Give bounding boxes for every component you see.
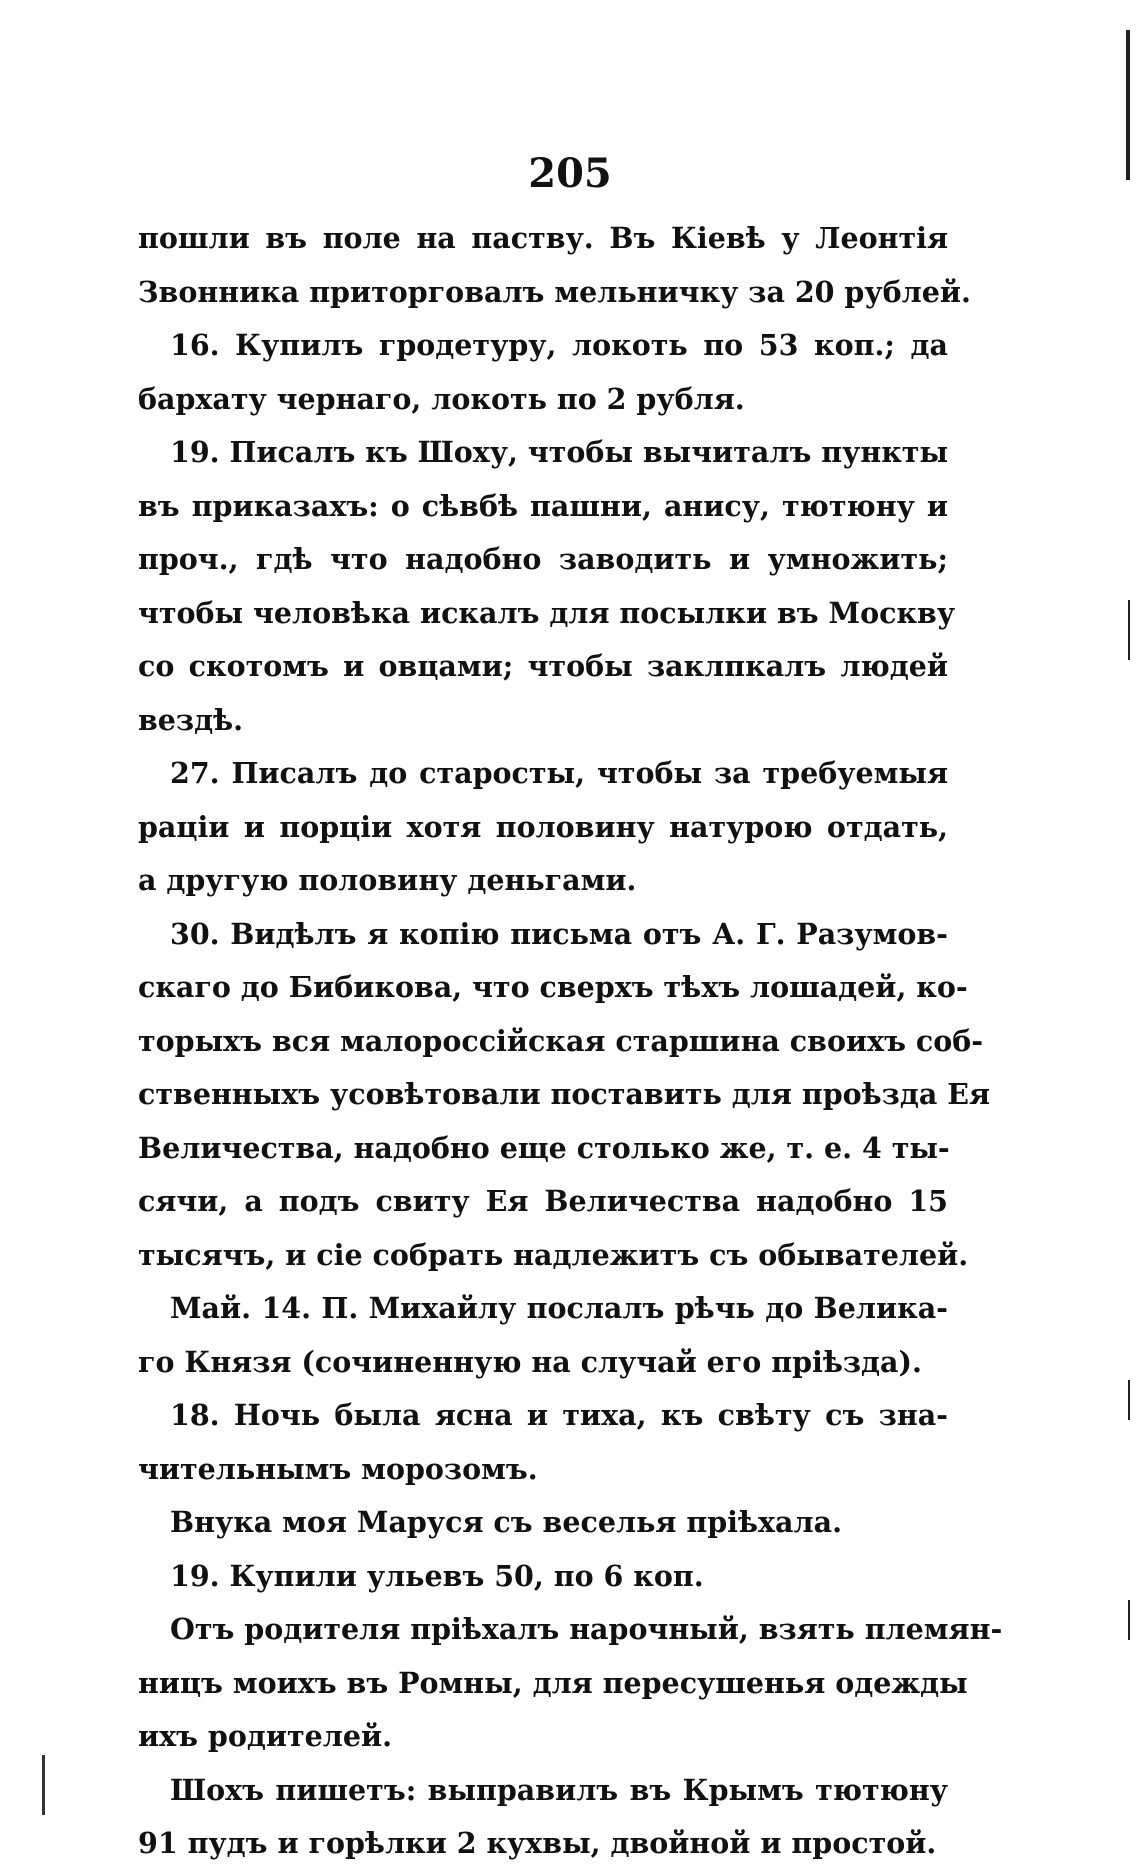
text-line: Величества, надобно еще столько же, т. е. 4 ты- bbox=[138, 1130, 950, 1165]
page-edge-shadow bbox=[1128, 600, 1130, 660]
text-line: Май. 14. П. Михайлу послалъ рѣчь до Велика- bbox=[170, 1291, 948, 1325]
text-line: торыхъ вся малороссійская старшина своихъ соб- bbox=[138, 1023, 984, 1058]
text-line: Звонника приторговалъ мельничку за 20 рублей. bbox=[138, 274, 971, 309]
text-line: сячи, а подъ свиту Ея Величества надобно 15 bbox=[138, 1184, 948, 1218]
text-line: со скотомъ и овцами; чтобы заклпкалъ людей bbox=[138, 649, 948, 683]
text-line: тысячъ, и сіе собрать надлежитъ съ обывателей. bbox=[138, 1237, 969, 1272]
text-line: бархату чернаго, локоть по 2 рубля. bbox=[138, 381, 745, 416]
text-line: 18. Ночь была ясна и тиха, къ свѣту съ зна- bbox=[170, 1398, 948, 1432]
text-line: Внука моя Маруся съ веселья пріѣхала. bbox=[170, 1505, 842, 1539]
text-line: проч., гдѣ что надобно заводить и умножить; bbox=[138, 542, 948, 576]
text-line: ственныхъ усовѣтовали поставить для проѣзда Ея bbox=[138, 1077, 991, 1111]
text-line: 19. Купили ульевъ 50, по 6 коп. bbox=[170, 1558, 704, 1593]
text-line: вездѣ. bbox=[138, 702, 244, 737]
page-edge-shadow bbox=[1128, 1380, 1130, 1420]
text-line: пошли въ поле на паству. Въ Кіевѣ у Леонтія bbox=[138, 221, 948, 255]
text-line: 19. Писалъ къ Шоху, чтобы вычиталъ пункты bbox=[170, 435, 949, 469]
text-line: въ приказахъ: о сѣвбѣ пашни, анису, тютюну и bbox=[138, 488, 948, 523]
text-line: скаго до Бибикова, что сверхъ тѣхъ лошадей, ко- bbox=[138, 970, 968, 1004]
text-line: 30. Видѣлъ я копію письма отъ А. Г. Разумов- bbox=[170, 916, 948, 951]
text-line: чтобы человѣка искалъ для посылки въ Москву bbox=[138, 595, 956, 630]
body-text bbox=[138, 212, 1003, 1871]
text-line: го Князя (сочиненную на случай его пріѣзда). bbox=[138, 1344, 922, 1379]
text-line: ихъ родителей. bbox=[138, 1719, 393, 1753]
text-line: 91 пудъ и горѣлки 2 кухвы, двойной и простой. bbox=[138, 1826, 937, 1860]
text-line: раціи и порціи хотя половину натурою отдать, bbox=[138, 809, 948, 844]
text-line: 27. Писалъ до старосты, чтобы за требуемыя bbox=[170, 756, 948, 790]
text-line: чительнымъ морозомъ. bbox=[138, 1451, 538, 1486]
text-line: а другую половину деньгами. bbox=[138, 863, 637, 897]
text-line: 16. Купилъ гродетуру, локоть по 53 коп.; да bbox=[170, 328, 948, 362]
text-line: Шохъ пишетъ: выправилъ въ Крымъ тютюну bbox=[170, 1772, 948, 1807]
page-edge-shadow bbox=[1128, 1600, 1130, 1640]
page-edge-shadow bbox=[42, 1755, 45, 1815]
text-line: Отъ родителя пріѣхалъ нарочный, взять племян- bbox=[170, 1612, 1003, 1646]
page-number: 205 bbox=[528, 150, 612, 197]
text-line: ницъ моихъ въ Ромны, для пересушенья одежды bbox=[138, 1665, 968, 1700]
